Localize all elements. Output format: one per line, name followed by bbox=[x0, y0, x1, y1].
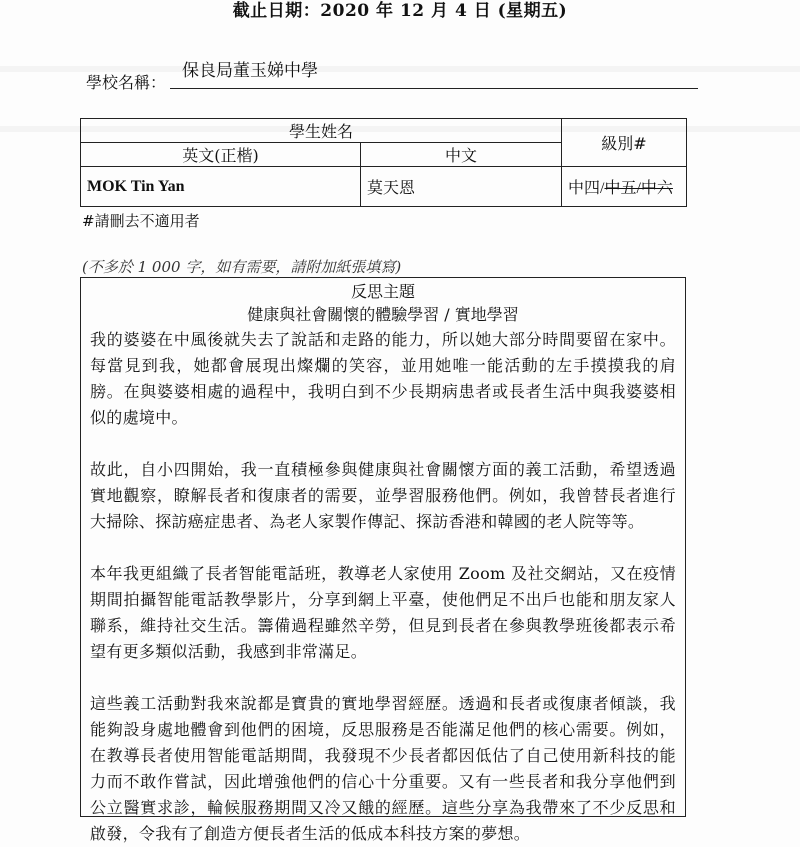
reflection-paragraph: 故此，自小四開始，我一直積極參與健康與社會關懷方面的義工活動，希望透過實地觀察，瞭解長者和復康者的需要，並學習服務他們。例如，我曾替長者進行大掃除、探訪癌症患者、為老人家製作傳記、探訪香港和韓國的老人院等等。 bbox=[90, 460, 676, 531]
reflection-paragraph: 我的婆婆在中風後就失去了說話和走路的能力，所以她大部分時間要留在家中。每當見到我，她都會展現出燦爛的笑容，並用她唯一能活動的左手摸摸我的肩膀。在與婆婆相處的過程中，我明白到不少長期病患者或長者生活中與我婆婆相似的處境中。 bbox=[90, 330, 676, 427]
chinese-name-value: 莫天恩 bbox=[361, 167, 562, 207]
grade-value: 中四/中五/中六 bbox=[562, 167, 687, 207]
reflection-subtitle: 健康與社會關懷的體驗學習 / 實地學習 bbox=[247, 305, 519, 324]
grade-header: 級別# bbox=[562, 119, 687, 167]
reflection-box bbox=[80, 277, 686, 843]
school-name-label: 學校名稱： bbox=[86, 73, 167, 92]
reflection-title: 反思主題 bbox=[350, 282, 415, 301]
reflection-paragraph: 這些義工活動對我來說都是寶貴的實地學習經歷。透過和長者或復康者傾談，我能夠設身處地體會到他們的困境，反思服務是否能滿足他們的核心需要。例如，在教導長者使用智能電話期間，我發現不少長者都因低估了自己使用新科技的能力而不敢作嘗試，因此增強他們的信心十分重要。又有一些長者和我分享他們到公立醫實求診，輪候服務期間又冷又餓的經歷。這些分享為我帶來了不少反思和啟發，令我有了創造方便長者生活的低成本科技方案的夢想。 bbox=[90, 694, 676, 843]
reflection-paragraph: 本年我更組織了長者智能電話班，教導老人家使用 Zoom 及社交網站，又在疫情期間拍攝智能電話教學影片，分享到網上平臺，使他們足不出戶也能和朋友家人聯系，維持社交生活。籌備過程雖然辛勞，但見到長者在參與教學班後都表示希望有更多類似活動，我感到非常滿足。 bbox=[90, 564, 676, 661]
reflection-body bbox=[81, 327, 685, 847]
delete-note: #請刪去不適用者 bbox=[82, 212, 200, 230]
grade-struck: 中五/中六 bbox=[604, 180, 673, 197]
english-name-value: MOK Tin Yan bbox=[81, 167, 361, 207]
deadline-text: 截止日期：2020 年 12 月 4 日 (星期五) bbox=[232, 1, 568, 21]
word-limit-note: (不多於 1 000 字，如有需要，請附加紙張填寫) bbox=[82, 258, 402, 276]
school-name-value: 保良局董玉娣中學 bbox=[182, 61, 318, 81]
grade-selected: 中四 bbox=[568, 180, 601, 197]
student-info-table bbox=[80, 118, 687, 207]
school-name-row bbox=[86, 56, 698, 90]
student-name-header: 學生姓名 bbox=[81, 119, 562, 143]
school-name-underline bbox=[170, 88, 698, 89]
chinese-name-header: 中文 bbox=[361, 143, 562, 167]
english-name-header: 英文(正楷) bbox=[81, 143, 361, 167]
